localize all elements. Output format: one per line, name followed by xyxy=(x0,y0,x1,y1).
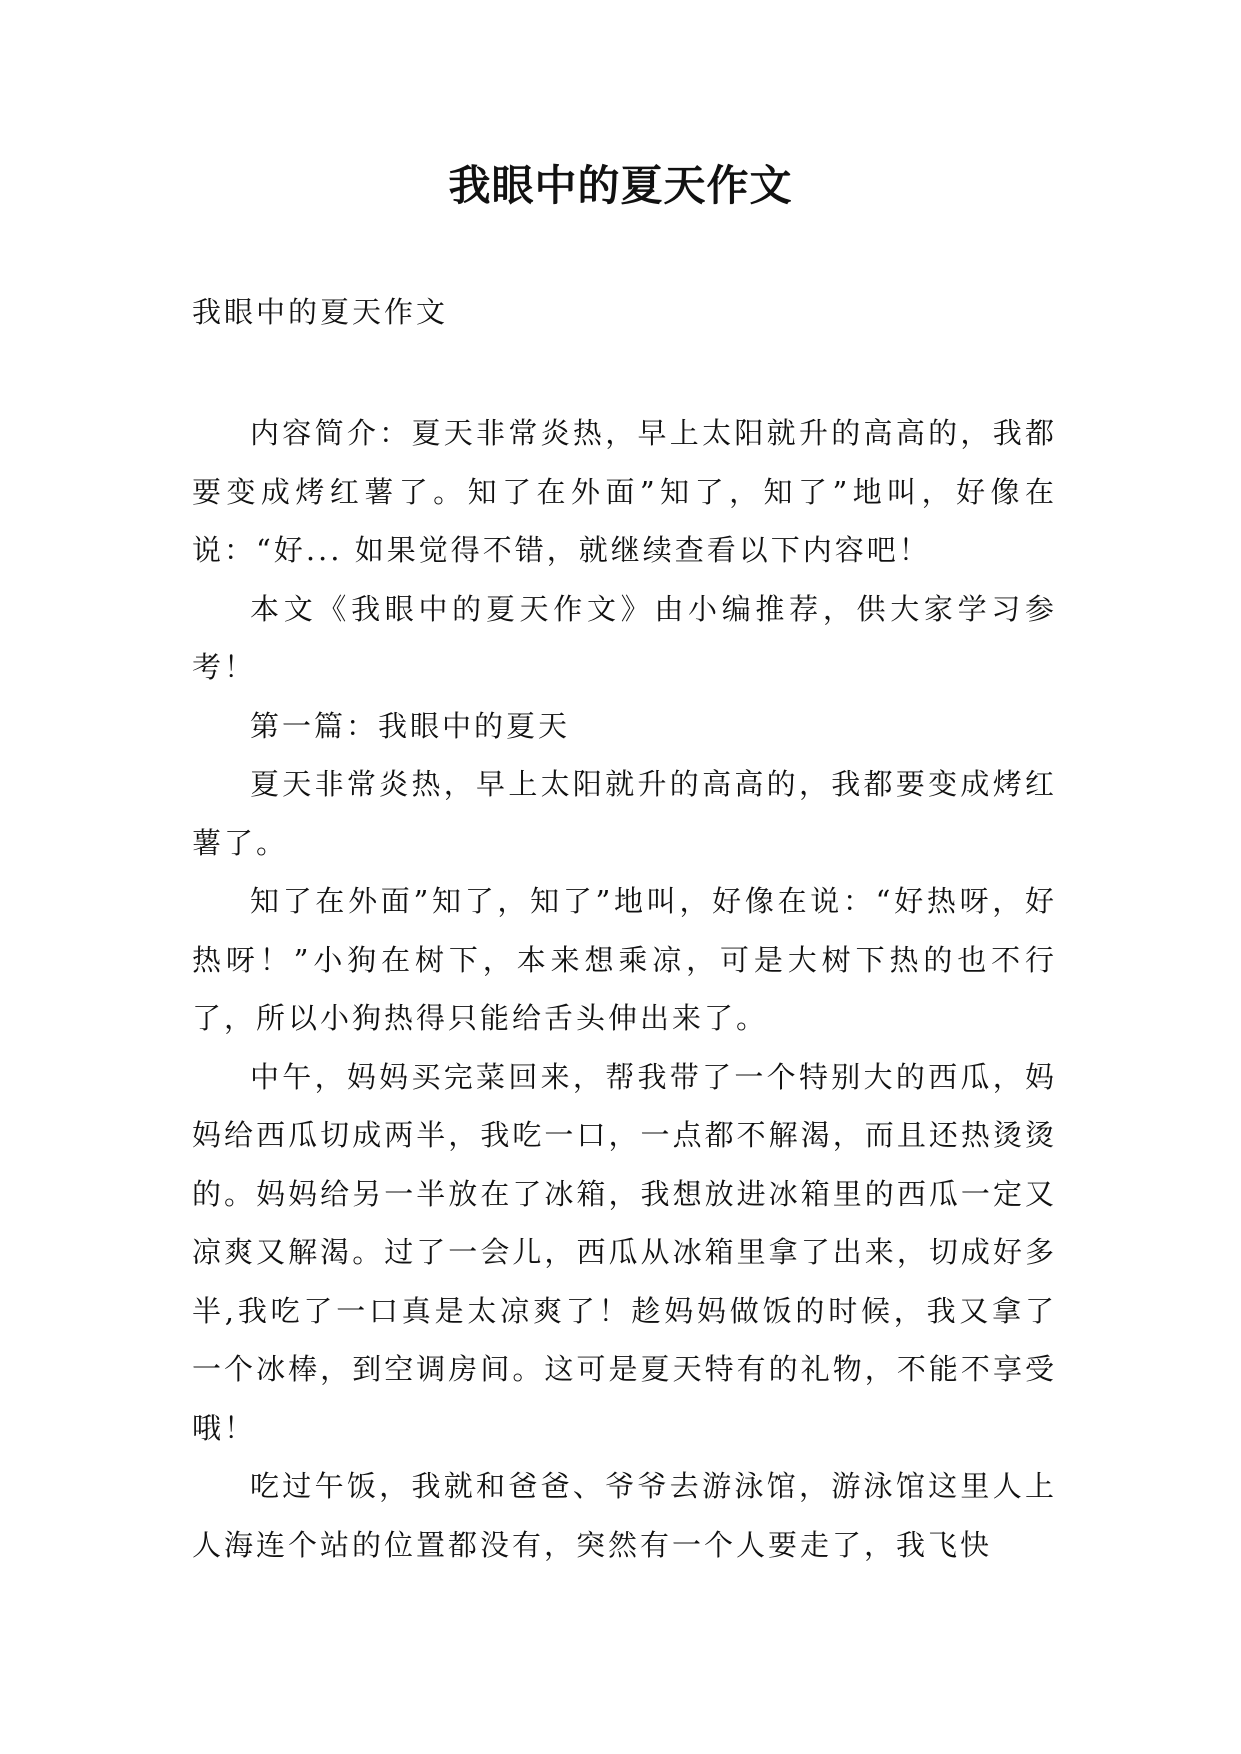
paragraph-intro: 内容简介：夏天非常炎热，早上太阳就升的高高的，我都要变成烤红薯了。知了在外面”知了，知了”地叫，好像在说：“好... 如果觉得不错，就继续查看以下内容吧！ xyxy=(192,416,1057,567)
document-title: 我眼中的夏天作文 xyxy=(448,161,793,210)
paragraph: 中午，妈妈买完菜回来，帮我带了一个特别大的西瓜，妈妈给西瓜切成两半，我吃一口，一点都不解渴，而且还热烫烫的。妈妈给另一半放在了冰箱，我想放进冰箱里的西瓜一定又凉爽又解渴。过了一会儿，西瓜从冰箱里拿了出来，切成好多半,我吃了一口真是太凉爽了！趁妈妈做饭的时候，我又拿了一个冰棒，到空调房间。这可是夏天特有的礼物，不能不享受哦！ xyxy=(192,1059,1057,1445)
paragraph: 知了在外面”知了，知了”地叫，好像在说：“好热呀，好热呀！”小狗在树下，本来想乘凉，可是大树下热的也不行了，所以小狗热得只能给舌头伸出来了。 xyxy=(192,884,1057,1035)
paragraph: 夏天非常炎热，早上太阳就升的高高的，我都要变成烤红薯了。 xyxy=(192,767,1057,860)
section-heading: 第一篇：我眼中的夏天 xyxy=(250,708,571,743)
document-body xyxy=(192,404,1057,1574)
paragraph-recommendation: 本文《我眼中的夏天作文》由小编推荐，供大家学习参考！ xyxy=(192,591,1057,684)
paragraph: 吃过午饭，我就和爸爸、爷爷去游泳馆，游泳馆这里人上人海连个站的位置都没有，突然有一个人要走了，我飞快 xyxy=(192,1469,1057,1562)
document-subtitle: 我眼中的夏天作文 xyxy=(192,295,449,329)
